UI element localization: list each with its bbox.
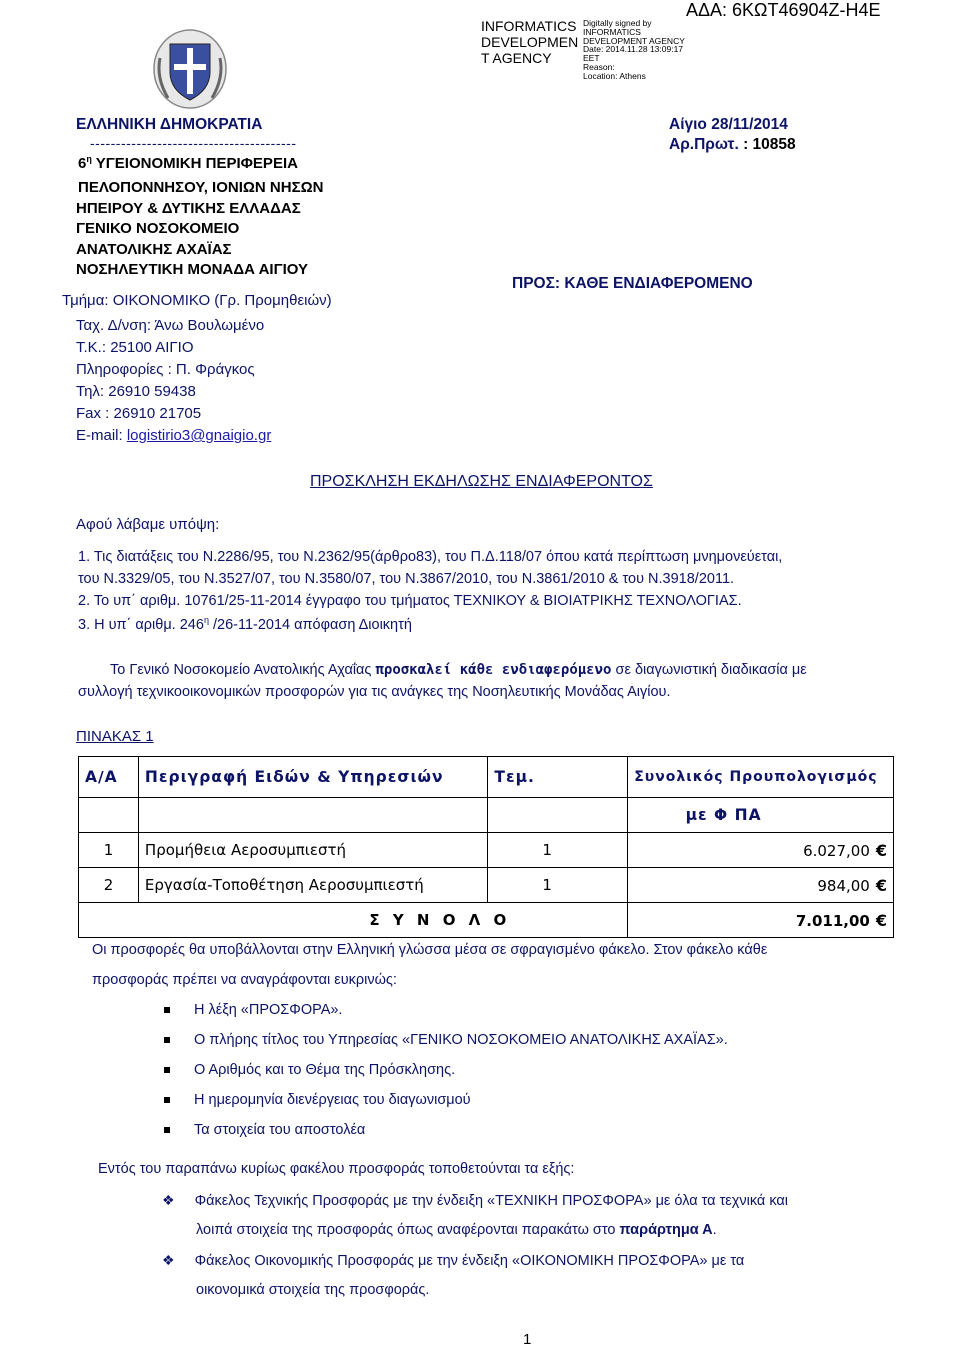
email-link[interactable]: logistirio3@gnaigio.gr [126, 427, 272, 444]
table-row: 1 Προμήθεια Αεροσυμπιεστή 1 6.027,00 € [79, 833, 894, 868]
header-divider: ---------------------------------------- [90, 135, 297, 151]
reference-2: 2. Το υπ΄ αριθμ. 10761/25-11-2014 έγγραφο του τμήματος ΤΕΧΝΙΚΟΥ & ΒΙΟΙΑΤΡΙΚΗΣ ΤΕΧΝΟΛΟΓΙΑΣ. [78, 593, 742, 609]
offer-bullet-4: Η ημερομηνία διενέργειας του διαγωνισμού [164, 1092, 471, 1108]
intro-line-1: Το Γενικό Νοσοκομείο Ανατολικής Αχαΐας προσκαλεί κάθε ενδιαφερόμενο σε διαγωνιστική διαδικασία με [110, 662, 807, 678]
table-caption: ΠΙΝΑΚΑΣ 1 [76, 728, 154, 745]
offer-bullet-5: Τα στοιχεία του αποστολέα [164, 1122, 365, 1138]
greek-emblem-icon [152, 28, 228, 110]
email-line: E-mail: logistirio3@gnaigio.gr [76, 427, 272, 444]
intro-line-2: συλλογή τεχνικοοικονομικών προσφορών για τις ανάγκες της Νοσηλευτικής Μονάδας Αιγίου. [78, 684, 671, 700]
offer-bullet-1: Η λέξη «ΠΡΟΣΦΟΡΑ». [164, 1002, 342, 1018]
republic-title: ΕΛΛΗΝΙΚΗ ΔΗΜΟΚΡΑΤΙΑ [76, 116, 263, 133]
protocol-number: Αρ.Πρωτ. : 10858 [669, 136, 796, 153]
diamond-bullet-icon: ❖ [162, 1252, 175, 1268]
signature-signer: INFORMATICS DEVELOPMEN T AGENCY [481, 18, 579, 66]
header-total: Συνολικός Προυπολογισμός [628, 757, 894, 798]
euro-icon: € [875, 840, 887, 860]
department: Τμήμα: ΟΙΚΟΝΟΜΙΚΟ (Γρ. Προμηθειών) [62, 292, 332, 309]
table-header-row-2 [79, 798, 894, 833]
organization-lines: ΠΕΛΟΠΟΝΝΗΣΟΥ, ΙΟΝΙΩΝ ΝΗΣΩΝ ΗΠΕΙΡΟΥ & ΔΥΤΙΚΗΣ ΕΛΛΑΔΑΣ ΓΕΝΙΚΟ ΝΟΣΟΚΟΜΕΙΟ ΑΝΑΤΟΛΙΚΗΣ ΑΧΑΪΑΣ ΝΟΣΗΛΕΥΤΙΚΗ ΜΟΝΑΔΑ ΑΙΓΙΟΥ [76, 179, 324, 278]
recipient: ΠΡΟΣ: ΚΑΘΕ ΕΝΔΙΑΦΕΡΟΜΕΝΟ [512, 275, 753, 292]
region-title: $6^\eta$ ΥΓΕΙΟΝΟΜΙΚΗ ΠΕΡΙΦΕΡΕΙΑ [78, 154, 298, 172]
offer-bullet-3: Ο Αριθμός και το Θέμα της Πρόσκλησης. [164, 1062, 455, 1078]
inside-envelope-text: Εντός του παραπάνω κυρίως φακέλου προσφοράς τοποθετούνται τα εξής: [98, 1161, 575, 1177]
euro-icon: € [875, 910, 887, 930]
signature-details: Digitally signed by INFORMATICS DEVELOPMENT AGENCY Date: 2014.11.28 13:09:17 EET Reason: Location: Athens [583, 18, 685, 81]
items-table [78, 756, 894, 938]
reference-1: 1. Τις διατάξεις του Ν.2286/95, του Ν.2362/95(άρθρο83), του Π.Δ.118/07 όπου κατά περίπτωση μνημονεύεται, [78, 549, 783, 565]
technical-offer-line-2: λοιπά στοιχεία της προσφοράς όπως αναφέρονται παρακάτω στο παράρτημα Α. [196, 1222, 717, 1238]
place-date: Αίγιο 28/11/2014 [669, 116, 788, 133]
ada-code: ΑΔΑ: 6ΚΩΤ46904Ζ-Η4Ε [686, 0, 881, 20]
header-aa: Α/Α [79, 757, 139, 798]
offers-line-2: προσφοράς πρέπει να αναγράφονται ευκρινώς: [92, 972, 397, 988]
table-row: 2 Εργασία-Τοποθέτηση Αεροσυμπιεστή 1 984,00 € [79, 868, 894, 903]
sum-label: Σ Υ Ν Ο Λ Ο [138, 903, 627, 938]
header-total-vat: με Φ ΠΑ [628, 798, 894, 833]
header-quantity: Τεμ. [488, 757, 628, 798]
considering-label: Αφού λάβαμε υπόψη: [76, 516, 220, 533]
reference-3: 3. Η υπ΄ αριθμ. $246^\eta$ /26-11-2014 απόφαση Διοικητή [78, 615, 412, 633]
diamond-bullet-icon: ❖ [162, 1192, 175, 1208]
technical-offer-line-1: ❖ Φάκελος Τεχνικής Προσφοράς με την ένδειξη «ΤΕΧΝΙΚΗ ΠΡΟΣΦΟΡΑ» με όλα τα τεχνικά και [162, 1192, 789, 1209]
document-title: ΠΡΟΣΚΛΗΣΗ ΕΚΔΗΛΩΣΗΣ ΕΝΔΙΑΦΕΡΟΝΤΟΣ [310, 473, 653, 490]
contact-info: Ταχ. Δ/νση: Άνω Βουλωμένο Τ.Κ.: 25100 ΑΙΓΙΟ Πληροφορίες : Π. Φράγκος Τηλ: 26910 59438 Fax : 26910 21705 E-mail: logistirio3@gnaigio.gr [76, 315, 271, 447]
financial-offer-line-1: ❖ Φάκελος Οικονομικής Προσφοράς με την ένδειξη «ΟΙΚΟΝΟΜΙΚΗ ΠΡΟΣΦΟΡΑ» με τα [162, 1252, 745, 1269]
reference-1-cont: του Ν.3329/05, του Ν.3527/07, του Ν.3580/07, του Ν.3867/2010, του Ν.3861/2010 & του Ν.3918/2011. [78, 571, 735, 587]
euro-icon: € [875, 875, 887, 895]
offers-line-1: Οι προσφορές θα υποβάλλονται στην Ελληνική γλώσσα μέσα σε σφραγισμένο φάκελο. Στον φάκελο κάθε [92, 942, 768, 958]
sum-total: 7.011,00 [795, 911, 870, 930]
header-description: Περιγραφή Ειδών & Υπηρεσιών [138, 757, 487, 798]
table-sum-row [79, 903, 894, 938]
page-number: 1 [523, 1331, 532, 1348]
offer-bullet-2: Ο πλήρης τίτλος του Υπηρεσίας «ΓΕΝΙΚΟ ΝΟΣΟΚΟΜΕΙΟ ΑΝΑΤΟΛΙΚΗΣ ΑΧΑΪΑΣ». [164, 1032, 728, 1048]
table-header-row [79, 757, 894, 798]
financial-offer-line-2: οικονομικά στοιχεία της προσφοράς. [196, 1282, 430, 1298]
